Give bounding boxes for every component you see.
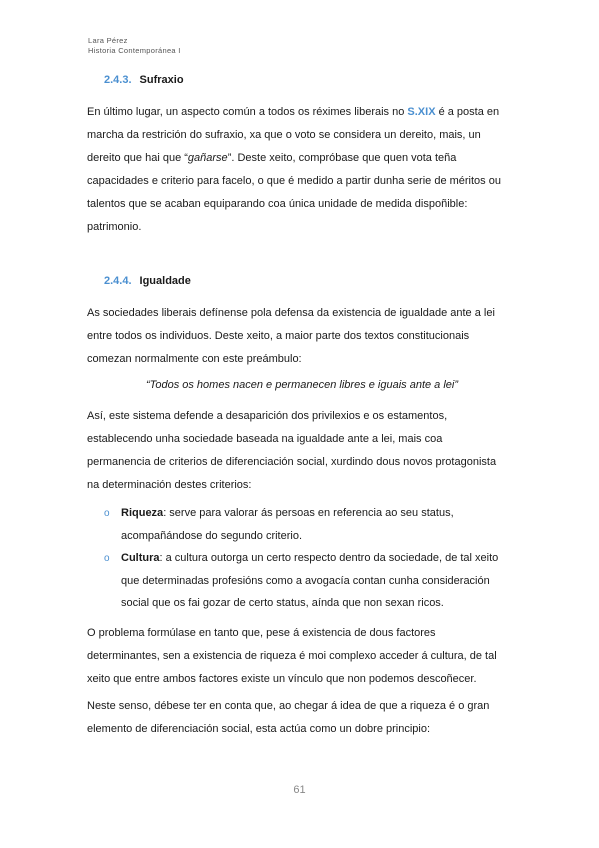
list-item-text: : serve para valorar ás persoas en referencia ao seu status, acompañándose do segundo criterio. — [121, 507, 454, 542]
section-title: Igualdade — [139, 275, 191, 287]
list-item-cultura — [121, 547, 501, 615]
bullet-marker: o — [104, 553, 110, 564]
text-run: ”. Deste xeito, compróbase que quen vota teña capacidades e criterio para facelo, o que é medido a partir dunha serie de méritos ou talentos que se acaban equiparando coa única unidade de medida dispoñible: patrimonio. — [87, 152, 501, 233]
paragraph-sufraxio — [87, 101, 507, 239]
italic-term: gañarse — [187, 152, 228, 164]
section-number: 2.4.4. — [104, 275, 132, 287]
text-run: é a posta en marcha da restrición do sufraxio, xa que o voto se considera un dereito, mais, un dereito que hai que “ — [87, 106, 500, 164]
paragraph-igualdade-system: Así, este sistema defende a desaparición dos privilexios e os estamentos, establecendo unha sociedade baseada na igualdade ante a lei, mais coa permanencia de criterios de diferenciación social, xurdindo dous novos protagonista na determinación destes criterios: — [87, 410, 497, 491]
page-number: 61 — [293, 784, 306, 796]
bullet-marker: o — [104, 508, 110, 519]
section-heading-sufraxio — [104, 74, 184, 86]
century-highlight: S.XIX — [407, 106, 436, 118]
section-title: Sufraxio — [139, 74, 184, 86]
section-heading-igualdade — [104, 275, 191, 287]
paragraph-conclusion: Neste senso, débese ter en conta que, ao chegar á idea de que a riqueza é o gran elemento de diferenciación social, esta actúa como un dobre principio: — [87, 700, 490, 735]
constitution-quote: “Todos os homes nacen e permanecen libres e iguais ante a lei” — [145, 379, 459, 391]
section-number: 2.4.3. — [104, 74, 132, 86]
list-item-text: : a cultura outorga un certo respecto dentro da sociedade, de tal xeito que determinadas profesións como a avogacía contan cunha consideración social que os fai gozar de certo status, aínda que non sexan ricos. — [121, 552, 499, 609]
list-item-term: Riqueza — [121, 507, 164, 519]
paragraph-igualdade-intro: As sociedades liberais defínense pola defensa da existencia de igualdade ante a lei entre todos os individuos. Deste xeito, a maior parte dos textos constitucionais comezan normalmente con este preámbulo: — [87, 307, 495, 365]
paragraph-problem: O problema formúlase en tanto que, pese á existencia de dous factores determinantes, sen a existencia de riqueza é moi complexo acceder á cultura, de tal xeito que entre ambos factores existe un vínculo que non podemos descoñecer. — [87, 627, 497, 685]
list-item-riqueza — [121, 502, 501, 547]
header-author: Lara Pérez — [88, 36, 128, 45]
text-run: En último lugar, un aspecto común a todos os réximes liberais no — [87, 106, 408, 118]
list-item-term: Cultura — [121, 552, 160, 564]
header-course: Historia Contemporánea I — [88, 46, 181, 55]
